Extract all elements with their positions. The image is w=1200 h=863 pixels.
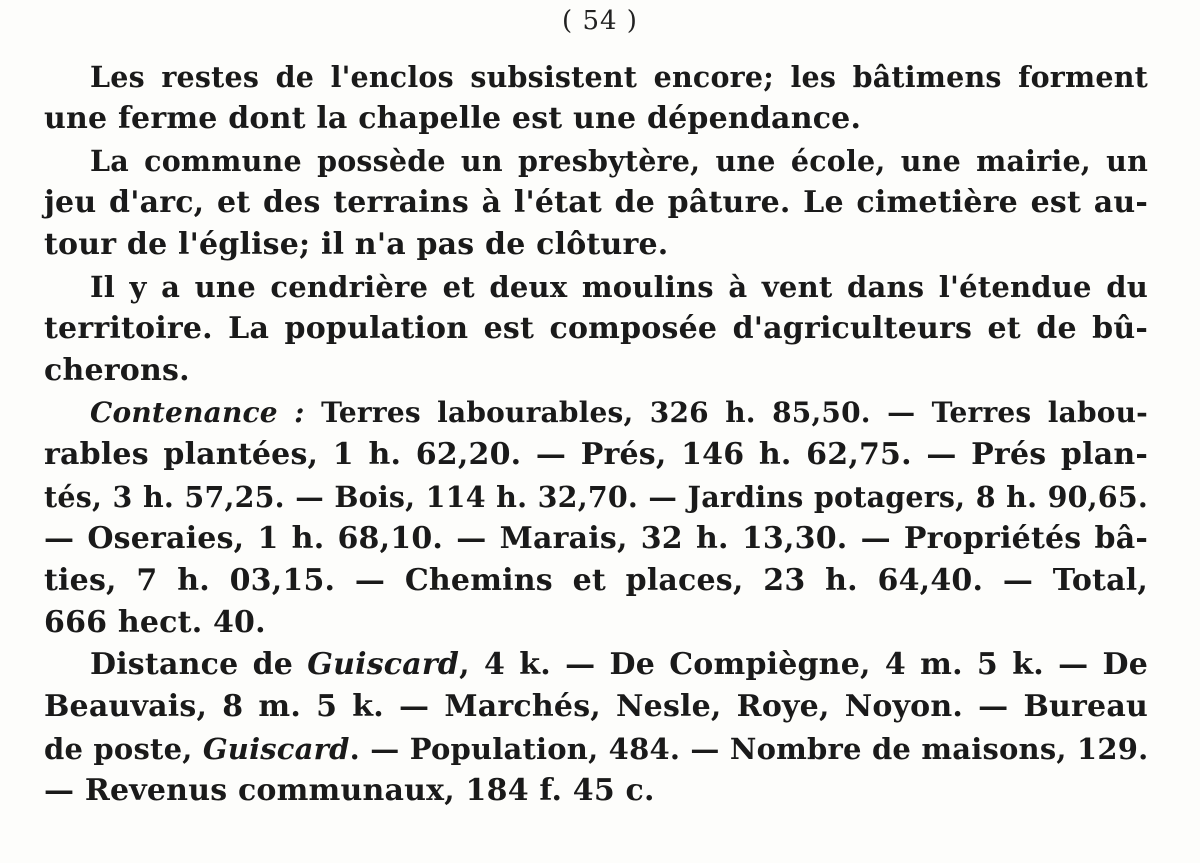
text-line: cherons. — [44, 353, 190, 388]
text-line: ties, 7 h. 03,15. — Chemins et places, 23 h. 64,40. — Total, — [44, 563, 1148, 598]
text-fragment: Terres labourables, 326 h. 85,50. — Terres labou- — [304, 396, 1148, 429]
text-line — [44, 644, 1148, 686]
text-line: — Revenus communaux, 184 f. 45 c. — [44, 773, 655, 808]
text-line: — Oseraies, 1 h. 68,10. — Marais, 32 h. 13,30. — Propriétés bâ- — [44, 521, 1148, 556]
text-fragment: , 4 k. — De Compiègne, 4 m. 5 k. — De — [459, 647, 1148, 682]
paragraph-territoire — [44, 266, 1148, 392]
text-line — [44, 392, 1148, 434]
text-line — [44, 728, 1148, 770]
paragraph-commune — [44, 140, 1148, 266]
paragraph-distances — [44, 644, 1148, 812]
body-text — [44, 56, 1148, 812]
text-fragment: de poste, — [44, 732, 203, 766]
text-line: tour de l'église; il n'a pas de clôture. — [44, 227, 669, 262]
paragraph-contenance — [44, 392, 1148, 644]
text-line: une ferme dont la chapelle est une dépendance. — [44, 101, 862, 136]
text-line: Il y a une cendrière et deux moulins à vent dans l'étendue du — [90, 270, 1148, 304]
text-fragment: Distance de — [90, 647, 308, 682]
text-line: tés, 3 h. 57,25. — Bois, 114 h. 32,70. — Jardins potagers, 8 h. 90,65. — [44, 480, 1148, 514]
text-line: 666 hect. 40. — [44, 605, 266, 640]
text-line: Beauvais, 8 m. 5 k. — Marchés, Nesle, Roye, Noyon. — Bureau — [44, 689, 1148, 724]
place-name: Guiscard — [307, 647, 460, 682]
text-line: territoire. La population est composée d'agriculteurs et de bû- — [44, 311, 1148, 346]
place-name: Guiscard — [202, 732, 350, 766]
paragraph-enclos — [44, 56, 1148, 140]
text-line: rables plantées, 1 h. 62,20. — Prés, 146 h. 62,75. — Prés plan- — [44, 437, 1148, 472]
contenance-label: Contenance : — [90, 396, 305, 429]
page-number: ( 54 ) — [562, 6, 638, 36]
text-line: Les restes de l'enclos subsistent encore; les bâtimens forment — [90, 60, 1148, 94]
text-line: La commune possède un presbytère, une école, une mairie, un — [90, 144, 1148, 178]
text-fragment: . — Population, 484. — Nombre de maisons, 129. — [349, 732, 1149, 766]
text-line: jeu d'arc, et des terrains à l'état de pâture. Le cimetière est au- — [44, 185, 1148, 220]
